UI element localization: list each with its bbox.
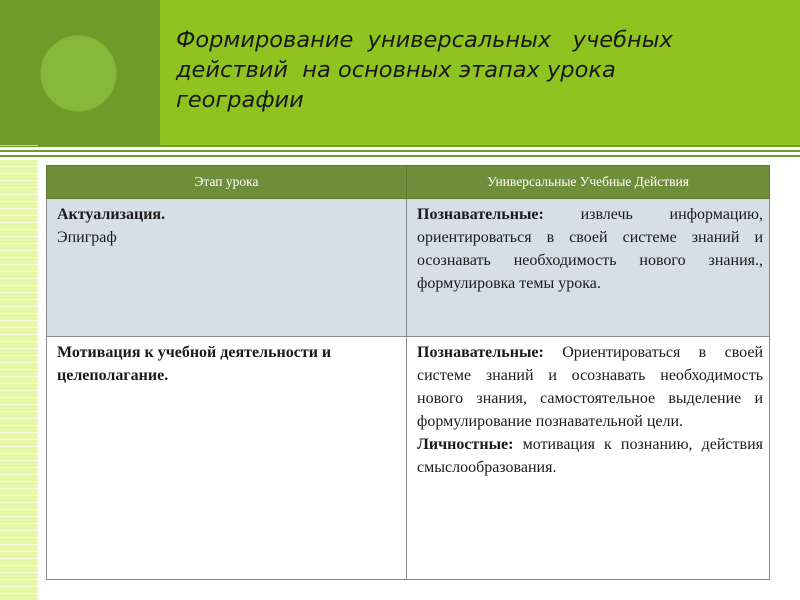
action-text: Ориентироваться в своей системе знаний и осознавать необходимость нового знания, самостоятельное выделение и формулирование познавательной цели. bbox=[417, 344, 763, 430]
decor-circle bbox=[40, 35, 117, 112]
table-row bbox=[47, 199, 770, 337]
stage-subtitle: Эпиграф bbox=[57, 229, 117, 246]
slide-title: Формирование универсальных учебных действий на основных этапах урока географии bbox=[176, 27, 680, 113]
action-label: Личностные: bbox=[417, 436, 514, 453]
action-text: мотивация к познанию, действия смыслообразования. bbox=[417, 436, 763, 476]
header-actions: Универсальные Учебные Действия bbox=[407, 166, 770, 199]
stage-title: Актуализация. bbox=[57, 206, 166, 223]
action-label: Познавательные: bbox=[417, 206, 544, 223]
decor-stripe bbox=[0, 155, 800, 157]
header-stage: Этап урока bbox=[47, 166, 407, 199]
decor-stripe bbox=[0, 145, 800, 147]
stage-cell bbox=[47, 337, 407, 580]
side-lines bbox=[0, 145, 38, 600]
stage-cell bbox=[47, 199, 407, 337]
decor-stripe bbox=[0, 150, 800, 152]
actions-cell bbox=[407, 199, 770, 337]
action-text: извлечь информацию, ориентироваться в своей системе знаний и осознавать необходимость нового знания., формулировка темы урока. bbox=[417, 206, 763, 292]
uud-table bbox=[46, 165, 770, 580]
table-row bbox=[47, 337, 770, 580]
stage-title: Мотивация к учебной деятельности и целеполагание. bbox=[57, 344, 332, 384]
action-label: Познавательные: bbox=[417, 344, 544, 361]
actions-cell bbox=[407, 337, 770, 580]
table-header-row bbox=[47, 166, 770, 199]
